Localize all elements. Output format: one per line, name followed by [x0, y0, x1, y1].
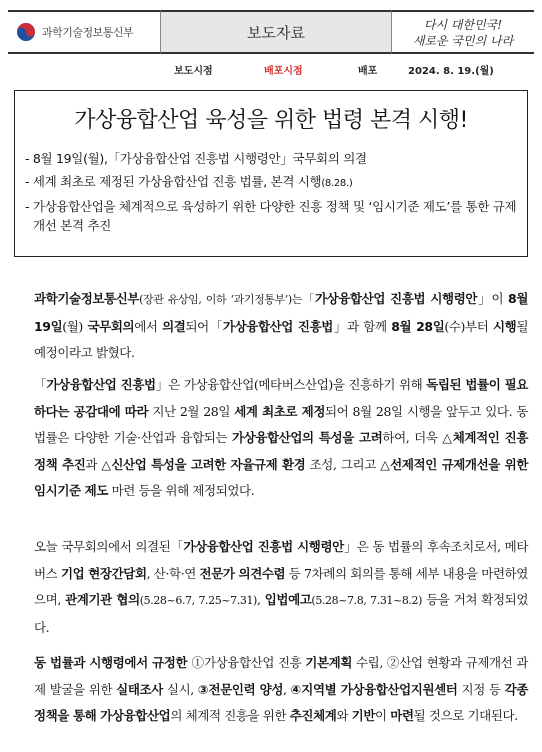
- distribution-time-label: 배포시점: [264, 66, 303, 77]
- slogan-logo: [399, 14, 527, 50]
- ministry-block: [8, 10, 160, 54]
- summary-box: [14, 90, 528, 257]
- headline: 가상융합산업 육성을 위한 법령 본격 시행!: [74, 108, 468, 133]
- body-paragraph-2: 「가상융합산업 진흥법」은 가상융합산업(메타버스산업)을 진흥하기 위해 독립된 법률이 필요하다는 공감대에 따라 지난 2월 28일 세계 최초로 제정되어 8월 28일 시행을 앞두고 있다. 동 법률은 다양한 기술·산업과 융합되는 가상융합산업의 특성을 고려하여, 더욱 △체계적인 진흥 정책 추진과 △신산업 특성을 고려한 자율규제 환경 조성, 그리고 △선제적인 규제개선을 위한 임시기준 제도 마련 등을 위해 제정되었다.: [34, 377, 529, 498]
- release-date: 2024. 8. 19.(월): [408, 66, 494, 77]
- press-release-header: [8, 10, 534, 54]
- body-paragraph-1: 과학기술정보통신부(장관 유상임, 이하 ‘과기정통부’)는「가상융합산업 진흥법 시행령안」이 8월 19일(월) 국무회의에서 의결되어「가상융합산업 진흥법」과 함께 8월 28일(수)부터 시행될 예정이라고 밝혔다.: [34, 291, 528, 360]
- body-paragraph-3: 오늘 국무회의에서 의결된「가상융합산업 진흥법 시행령안」은 동 법률의 후속조치로서, 메타버스 기업 현장간담회, 산·학·연 전문가 의견수렴 등 7차례의 회의를 통해 세부 내용을 마련하였으며, 관계기관 협의(5.28~6.7, 7.25~7.31), 입법예고(5.28~7.8, 7.31~8.2) 등을 거쳐 확정되었다.: [34, 539, 528, 635]
- report-time-label: 보도시점: [174, 66, 213, 77]
- svg-text:새로운 국민의 나라: 새로운 국민의 나라: [412, 34, 514, 48]
- summary-bullet: - 세계 최초로 제정된 가상융합산업 진흥 법률, 본격 시행(8.28.): [25, 174, 353, 189]
- slogan-block: [392, 10, 534, 54]
- svg-text:다시 대한민국!: 다시 대한민국!: [423, 18, 503, 32]
- release-label: 배포: [358, 66, 378, 77]
- release-dates-row: [8, 62, 534, 78]
- summary-bullets: [25, 149, 517, 235]
- ministry-name: 과학기술정보통신부: [42, 26, 134, 39]
- body-paragraph-4: 동 법률과 시행령에서 규정한 ①가상융합산업 진흥 기본계획 수립, ②산업 현황과 규제개선 과제 발굴을 위한 실태조사 실시, ③전문인력 양성, ④지역별 가상융합산업지원센터 지정 등 각종 정책을 통해 가상융합산업의 체계적 진흥을 위한 추진체계와 기반이 마련될 것으로 기대된다.: [34, 655, 528, 723]
- doc-type-label: 보도자료: [247, 23, 305, 42]
- summary-bullet: - 가상융합산업을 체계적으로 육성하기 위한 다양한 진흥 정책 및 ‘임시기준 제도’를 통한 규제 개선 본격 추진: [25, 199, 517, 233]
- doc-type-block: [160, 10, 392, 54]
- summary-bullet: - 8월 19일(월),「가상융합산업 진흥법 시행령안」국무회의 의결: [25, 151, 367, 166]
- taegeuk-emblem-icon: [16, 22, 36, 42]
